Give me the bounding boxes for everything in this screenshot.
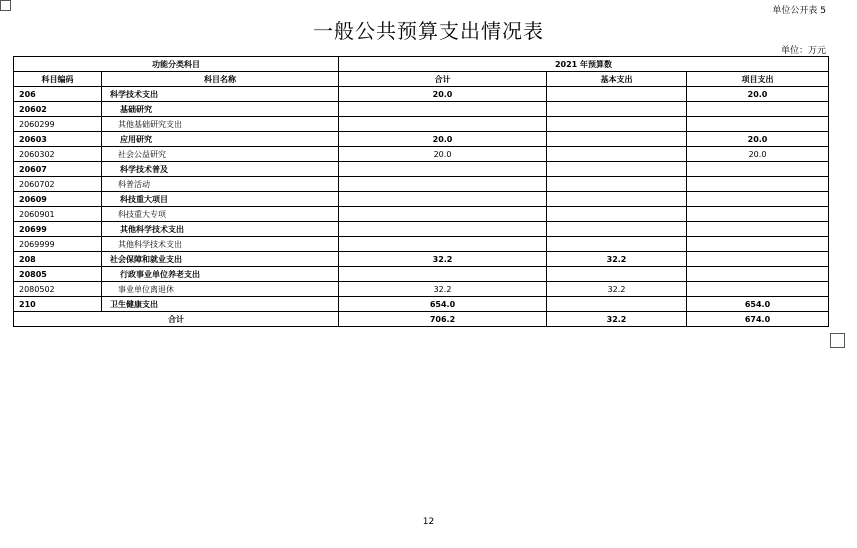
row-total	[339, 177, 547, 192]
row-project	[687, 222, 829, 237]
row-code: 2069999	[14, 237, 102, 252]
table-row	[14, 282, 829, 297]
row-total: 32.2	[339, 282, 547, 297]
table-row	[14, 207, 829, 222]
row-project	[687, 267, 829, 282]
row-project	[687, 177, 829, 192]
table-row	[14, 297, 829, 312]
row-total	[339, 192, 547, 207]
row-name: 科技重大项目	[102, 192, 339, 207]
total-row-label: 合计	[14, 312, 339, 327]
row-code: 2060702	[14, 177, 102, 192]
row-basic	[547, 177, 687, 192]
row-total	[339, 102, 547, 117]
row-project	[687, 162, 829, 177]
row-code: 208	[14, 252, 102, 267]
row-project: 20.0	[687, 132, 829, 147]
row-project	[687, 237, 829, 252]
table-row	[14, 132, 829, 147]
row-name: 应用研究	[102, 132, 339, 147]
row-project	[687, 207, 829, 222]
row-basic	[547, 207, 687, 222]
row-code: 20607	[14, 162, 102, 177]
table-row	[14, 222, 829, 237]
budget-table	[13, 56, 829, 327]
row-code: 2060299	[14, 117, 102, 132]
row-basic: 32.2	[547, 252, 687, 267]
total-row-total: 706.2	[339, 312, 547, 327]
row-code: 20603	[14, 132, 102, 147]
row-basic	[547, 147, 687, 162]
table-row	[14, 267, 829, 282]
header-budget-2021: 2021 年预算数	[339, 57, 829, 72]
row-code: 2080502	[14, 282, 102, 297]
table-row	[14, 117, 829, 132]
row-project	[687, 117, 829, 132]
table-row	[14, 162, 829, 177]
row-name: 科技重大专项	[102, 207, 339, 222]
row-basic	[547, 267, 687, 282]
table-row	[14, 147, 829, 162]
row-name: 事业单位离退休	[102, 282, 339, 297]
header-code: 科目编码	[14, 72, 102, 87]
total-row-basic: 32.2	[547, 312, 687, 327]
row-total	[339, 207, 547, 222]
row-name: 其他基础研究支出	[102, 117, 339, 132]
row-code: 20609	[14, 192, 102, 207]
total-row-project: 674.0	[687, 312, 829, 327]
row-total	[339, 267, 547, 282]
header-total: 合计	[339, 72, 547, 87]
table-row	[14, 237, 829, 252]
table-row	[14, 192, 829, 207]
row-basic	[547, 297, 687, 312]
row-basic	[547, 192, 687, 207]
header-functional-classification: 功能分类科目	[14, 57, 339, 72]
unit-label: 单位：万元	[780, 46, 826, 56]
table-row	[14, 177, 829, 192]
row-code: 2060901	[14, 207, 102, 222]
row-name: 卫生健康支出	[102, 297, 339, 312]
row-basic	[547, 237, 687, 252]
row-name: 其他科学技术支出	[102, 222, 339, 237]
row-code: 210	[14, 297, 102, 312]
row-code: 20805	[14, 267, 102, 282]
row-total: 20.0	[339, 87, 547, 102]
row-name: 基础研究	[102, 102, 339, 117]
row-basic	[547, 87, 687, 102]
table-row	[14, 252, 829, 267]
corner-crop-mark	[0, 0, 11, 11]
total-row	[14, 312, 829, 327]
row-total: 20.0	[339, 147, 547, 162]
form-id-label: 单位公开表 5	[772, 6, 826, 16]
row-total	[339, 162, 547, 177]
row-project	[687, 252, 829, 267]
row-project: 20.0	[687, 147, 829, 162]
page-title: 一般公共预算支出情况表	[313, 19, 544, 43]
row-project	[687, 282, 829, 297]
row-code: 2060302	[14, 147, 102, 162]
row-total: 32.2	[339, 252, 547, 267]
row-name: 科学技术支出	[102, 87, 339, 102]
row-name: 科学技术普及	[102, 162, 339, 177]
row-project	[687, 102, 829, 117]
row-name: 其他科学技术支出	[102, 237, 339, 252]
row-name: 科普活动	[102, 177, 339, 192]
row-total	[339, 117, 547, 132]
row-code: 20602	[14, 102, 102, 117]
row-basic	[547, 117, 687, 132]
row-total	[339, 237, 547, 252]
row-project	[687, 192, 829, 207]
row-total: 654.0	[339, 297, 547, 312]
row-total	[339, 222, 547, 237]
header-basic: 基本支出	[547, 72, 687, 87]
row-basic: 32.2	[547, 282, 687, 297]
row-name: 社会公益研究	[102, 147, 339, 162]
row-project: 654.0	[687, 297, 829, 312]
table-row	[14, 102, 829, 117]
row-name: 社会保障和就业支出	[102, 252, 339, 267]
row-code: 206	[14, 87, 102, 102]
row-code: 20699	[14, 222, 102, 237]
page-number: 12	[422, 517, 435, 527]
budget-table-body	[14, 87, 829, 327]
row-project: 20.0	[687, 87, 829, 102]
header-project: 项目支出	[687, 72, 829, 87]
row-name: 行政事业单位养老支出	[102, 267, 339, 282]
row-basic	[547, 162, 687, 177]
header-name: 科目名称	[102, 72, 339, 87]
corner-crop-mark	[830, 333, 845, 348]
table-row	[14, 87, 829, 102]
row-basic	[547, 132, 687, 147]
row-total: 20.0	[339, 132, 547, 147]
row-basic	[547, 222, 687, 237]
row-basic	[547, 102, 687, 117]
